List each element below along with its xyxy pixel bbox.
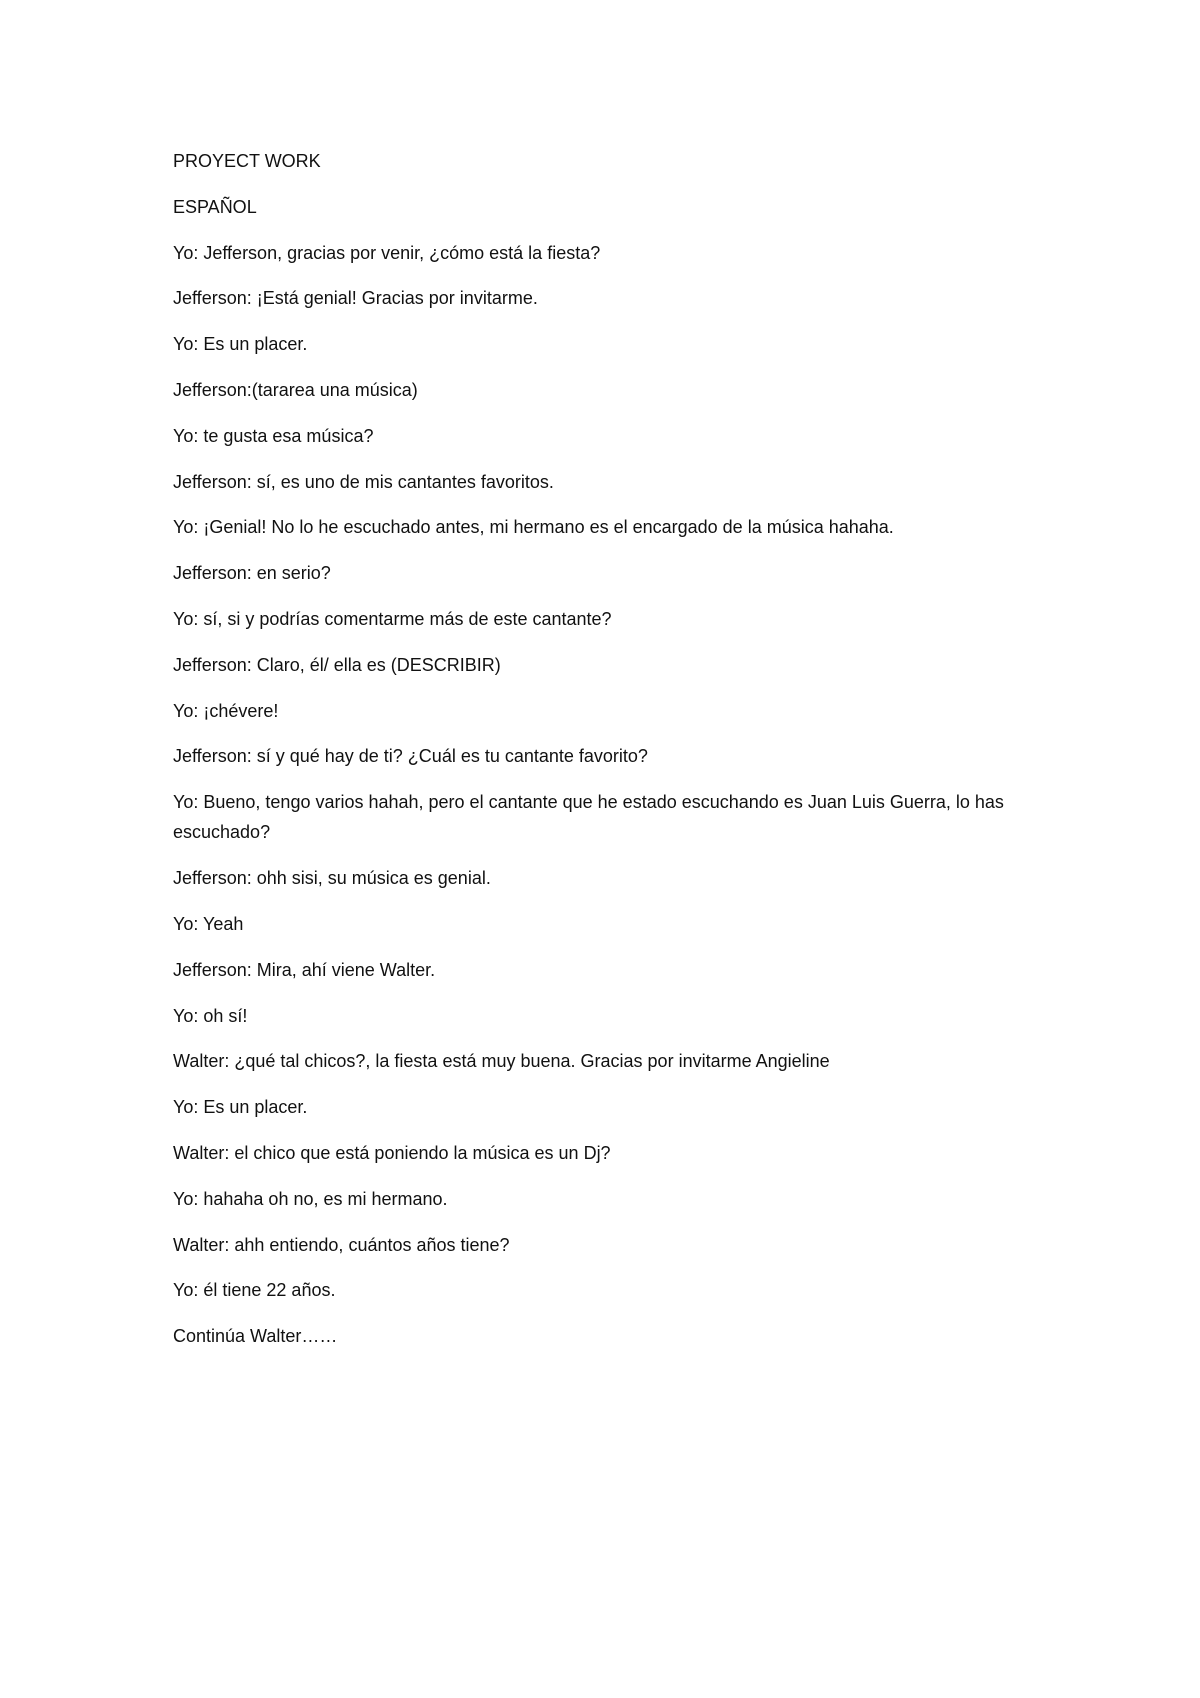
- dialogue-line: Yo: ¡chévere!: [173, 700, 279, 721]
- dialogue-line: Jefferson: Claro, él/ ella es (DESCRIBIR): [173, 654, 501, 675]
- dialogue-line: Jefferson:(tararea una música): [173, 379, 418, 400]
- dialogue-line: Walter: el chico que está poniendo la música es un Dj?: [173, 1142, 611, 1163]
- dialogue-line: Jefferson: Mira, ahí viene Walter.: [173, 959, 436, 980]
- dialogue-line: Yo: Jefferson, gracias por venir, ¿cómo está la fiesta?: [173, 242, 601, 263]
- dialogue-line: Yo: Bueno, tengo varios hahah, pero el cantante que he estado escuchando es Juan Luis Guerra, lo has escuchado?: [173, 792, 1004, 843]
- dialogue-line: Yo: Es un placer.: [173, 1097, 308, 1118]
- dialogue-line: Yo: te gusta esa música?: [173, 425, 374, 446]
- dialogue-line: Yo: sí, si y podrías comentarme más de este cantante?: [173, 608, 612, 629]
- dialogue-line: Walter: ahh entiendo, cuántos años tiene?: [173, 1234, 510, 1255]
- dialogue-line: Jefferson: sí, es uno de mis cantantes favoritos.: [173, 471, 554, 492]
- dialogue-line: Continúa Walter……: [173, 1326, 338, 1347]
- document-subtitle: ESPAÑOL: [173, 196, 257, 217]
- dialogue-line: Jefferson: en serio?: [173, 563, 331, 584]
- dialogue-line: Yo: él tiene 22 años.: [173, 1280, 336, 1301]
- document-content: [173, 146, 1053, 1367]
- dialogue-line: Jefferson: sí y qué hay de ti? ¿Cuál es tu cantante favorito?: [173, 746, 648, 767]
- document-title: PROYECT WORK: [173, 151, 321, 171]
- dialogue-line: Jefferson: ¡Está genial! Gracias por invitarme.: [173, 288, 538, 309]
- dialogue-line: Yo: hahaha oh no, es mi hermano.: [173, 1188, 448, 1209]
- dialogue-line: Jefferson: ohh sisi, su música es genial.: [173, 868, 491, 889]
- dialogue-line: Yo: Es un placer.: [173, 334, 308, 355]
- dialogue-line: Walter: ¿qué tal chicos?, la fiesta está muy buena. Gracias por invitarme Angieline: [173, 1051, 830, 1072]
- dialogue-line: Yo: oh sí!: [173, 1005, 248, 1026]
- dialogue-line: Yo: ¡Genial! No lo he escuchado antes, mi hermano es el encargado de la música hahaha.: [173, 517, 894, 538]
- dialogue-line: Yo: Yeah: [173, 913, 244, 934]
